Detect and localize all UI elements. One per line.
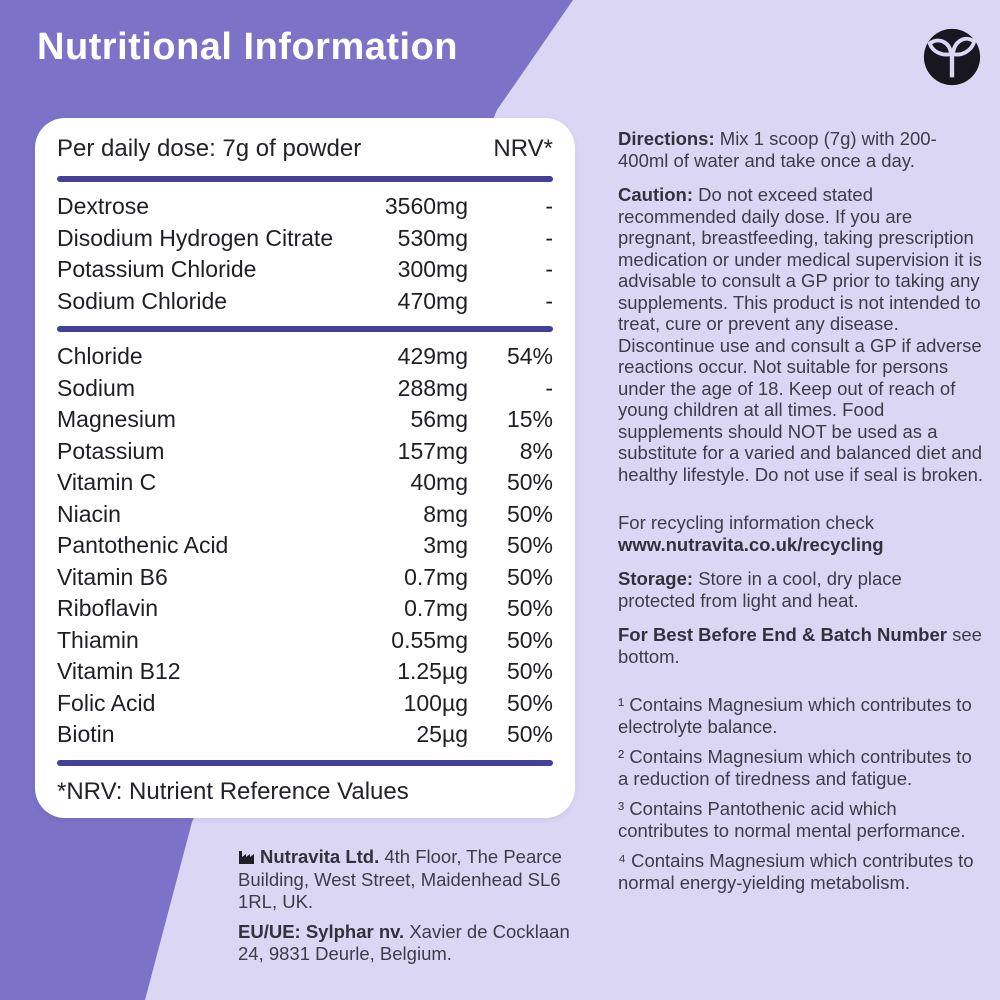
footnote-1-marker: ¹	[618, 694, 625, 715]
recycling-url: www.nutravita.co.uk/recycling	[618, 533, 884, 555]
nutrient-amount: 288mg	[397, 374, 468, 401]
directions-paragraph	[618, 128, 984, 171]
table-row	[57, 191, 553, 223]
nrv-definition: *NRV: Nutrient Reference Values	[57, 777, 409, 805]
footnote-1-text: Contains Magnesium which contributes to electrolyte balance.	[618, 694, 972, 737]
footnote-4	[618, 850, 984, 893]
dose-label: Per daily dose: 7g of powder	[57, 135, 362, 162]
ingredients-section	[57, 182, 553, 326]
nutrient-name: Vitamin B6	[57, 563, 168, 590]
info-column	[618, 128, 984, 902]
nutrient-name: Thiamin	[57, 626, 139, 653]
nutrient-nrv: -	[545, 287, 553, 314]
nutrient-amount: 40mg	[410, 469, 468, 495]
footnote-1	[618, 694, 984, 737]
nutrient-nrv: 50%	[506, 595, 553, 621]
table-row	[57, 688, 553, 720]
nutrient-name: Vitamin B12	[57, 658, 181, 684]
nutrient-name: Chloride	[57, 343, 143, 369]
table-row	[57, 499, 553, 531]
batch-paragraph	[618, 624, 984, 667]
nutrient-nrv: 50%	[506, 532, 553, 558]
table-row	[57, 593, 553, 625]
table-row	[57, 436, 553, 468]
nutrient-amount: 470mg	[397, 287, 468, 314]
nutrient-nrv: 50%	[506, 469, 553, 495]
storage-paragraph	[618, 568, 984, 611]
nutrient-amount: 157mg	[397, 437, 468, 464]
nutravita-plant-logo-icon	[921, 26, 983, 88]
storage-text: Store in a cool, dry place protected from light and heat.	[618, 568, 902, 611]
nutrient-nrv: 50%	[506, 658, 553, 684]
nutrient-amount: 0.7mg	[404, 563, 468, 590]
table-row	[57, 530, 553, 562]
nutrient-name: Sodium	[57, 374, 135, 401]
caution-label: Caution:	[618, 184, 694, 205]
nutrient-amount: 1.25µg	[397, 658, 468, 684]
footnote-3	[618, 798, 984, 841]
footnote-4-marker: ⁴	[618, 850, 626, 871]
recycling-paragraph	[618, 512, 984, 555]
nutrient-name: Vitamin C	[57, 469, 157, 495]
nrv-column-label: NRV*	[493, 135, 553, 162]
table-row	[57, 562, 553, 594]
table-row	[57, 656, 553, 688]
storage-label: Storage:	[618, 568, 694, 589]
nutrient-name: Dextrose	[57, 193, 150, 219]
nutrient-amount: 25µg	[416, 721, 468, 747]
manufacturer-name: Nutravita Ltd.	[260, 846, 380, 867]
nutrient-nrv: 54%	[506, 343, 553, 369]
table-row	[57, 719, 553, 751]
nutrient-name: Magnesium	[57, 406, 176, 432]
table-row	[57, 467, 553, 499]
table-row	[57, 254, 553, 286]
caution-text: Do not exceed stated recommended daily dose. If you are pregnant, breastfeeding, taking prescription medication or under medical supervision it is advisable to consult a GP prior to taking any supplements. This product is not intended to treat, cure or prevent any disease. Discontinue use and consult a GP if adverse reactions occur. Not suitable for persons under the age of 18. Keep out of reach of young children at all times. Food supplements should NOT be used as a substitute for a varied and balanced diet and healthy lifestyle. Do not use if seal is broken.	[618, 184, 984, 485]
nutrient-amount: 3mg	[423, 532, 468, 558]
nutrient-nrv: 50%	[506, 721, 553, 747]
batch-text: see bottom.	[618, 624, 982, 667]
footnote-3-marker: ³	[618, 798, 625, 819]
nutrient-nrv: -	[545, 256, 553, 282]
nutrient-amount: 530mg	[397, 224, 468, 251]
table-row	[57, 373, 553, 405]
nutrient-nrv: 50%	[506, 626, 553, 653]
nutrition-facts-card	[35, 118, 575, 818]
manufacturer-address-block	[238, 846, 572, 973]
nutrient-name: Potassium	[57, 437, 165, 464]
nutrient-amount: 0.7mg	[404, 595, 468, 621]
divider	[57, 760, 553, 766]
footnote-2-marker: ²	[618, 746, 625, 767]
nutrient-amount: 0.55mg	[391, 626, 468, 653]
nutrient-amount: 100µg	[403, 689, 468, 716]
directions-label: Directions:	[618, 128, 715, 149]
nutrient-name: Pantothenic Acid	[57, 532, 229, 558]
nutrient-nrv: 50%	[506, 689, 553, 716]
table-header	[57, 134, 553, 164]
footnotes	[618, 694, 984, 893]
footnote-2	[618, 746, 984, 789]
recycling-text: For recycling information check	[618, 512, 875, 533]
table-row	[57, 286, 553, 318]
table-row	[57, 341, 553, 373]
footnote-4-text: Contains Magnesium which contributes to normal energy-yielding metabolism.	[618, 850, 974, 893]
nutrient-amount: 56mg	[410, 406, 468, 432]
nutrient-name: Riboflavin	[57, 595, 158, 621]
table-row	[57, 625, 553, 657]
footnote-2-text: Contains Magnesium which contributes to a reduction of tiredness and fatigue.	[618, 746, 972, 789]
eu-address-text: Xavier de Cocklaan 24, 9831 Deurle, Belgium.	[238, 920, 570, 964]
nutrient-amount: 429mg	[397, 343, 468, 369]
nutrient-name: Folic Acid	[57, 689, 156, 716]
batch-label: For Best Before End & Batch Number	[618, 624, 947, 645]
nutrient-amount: 3560mg	[384, 193, 468, 219]
footnote-3-text: Contains Pantothenic acid which contributes to normal mental performance.	[618, 798, 966, 841]
nutrient-amount: 8mg	[423, 500, 468, 527]
nutrient-nrv: 15%	[506, 406, 553, 432]
nutrient-nrv: -	[545, 224, 553, 251]
nutrient-name: Niacin	[57, 500, 121, 527]
table-row	[57, 404, 553, 436]
manufacturer-address	[238, 846, 572, 914]
directions-text: Mix 1 scoop (7g) with 200-400ml of water and take once a day.	[618, 128, 937, 171]
manufacturer-address-text: 4th Floor, The Pearce Building, West Street, Maidenhead SL6 1RL, UK.	[238, 846, 562, 912]
nutrient-name: Biotin	[57, 721, 115, 747]
nutrient-name: Sodium Chloride	[57, 287, 228, 314]
factory-icon	[238, 850, 255, 864]
eu-address	[238, 921, 572, 966]
nutrient-nrv: 8%	[519, 437, 553, 464]
table-row	[57, 223, 553, 255]
nutrients-section	[57, 332, 553, 760]
nutrient-name: Potassium Chloride	[57, 256, 257, 282]
nutrient-nrv: 50%	[506, 500, 553, 527]
nutrient-nrv: -	[545, 193, 553, 219]
eu-representative-name: EU/UE: Sylphar nv.	[238, 920, 405, 942]
nutrient-amount: 300mg	[397, 256, 468, 282]
caution-paragraph	[618, 184, 984, 485]
nutrient-name: Disodium Hydrogen Citrate	[57, 224, 334, 251]
page-title: Nutritional Information	[37, 26, 459, 68]
nutrient-nrv: 50%	[506, 563, 553, 590]
nutrient-nrv: -	[545, 374, 553, 401]
